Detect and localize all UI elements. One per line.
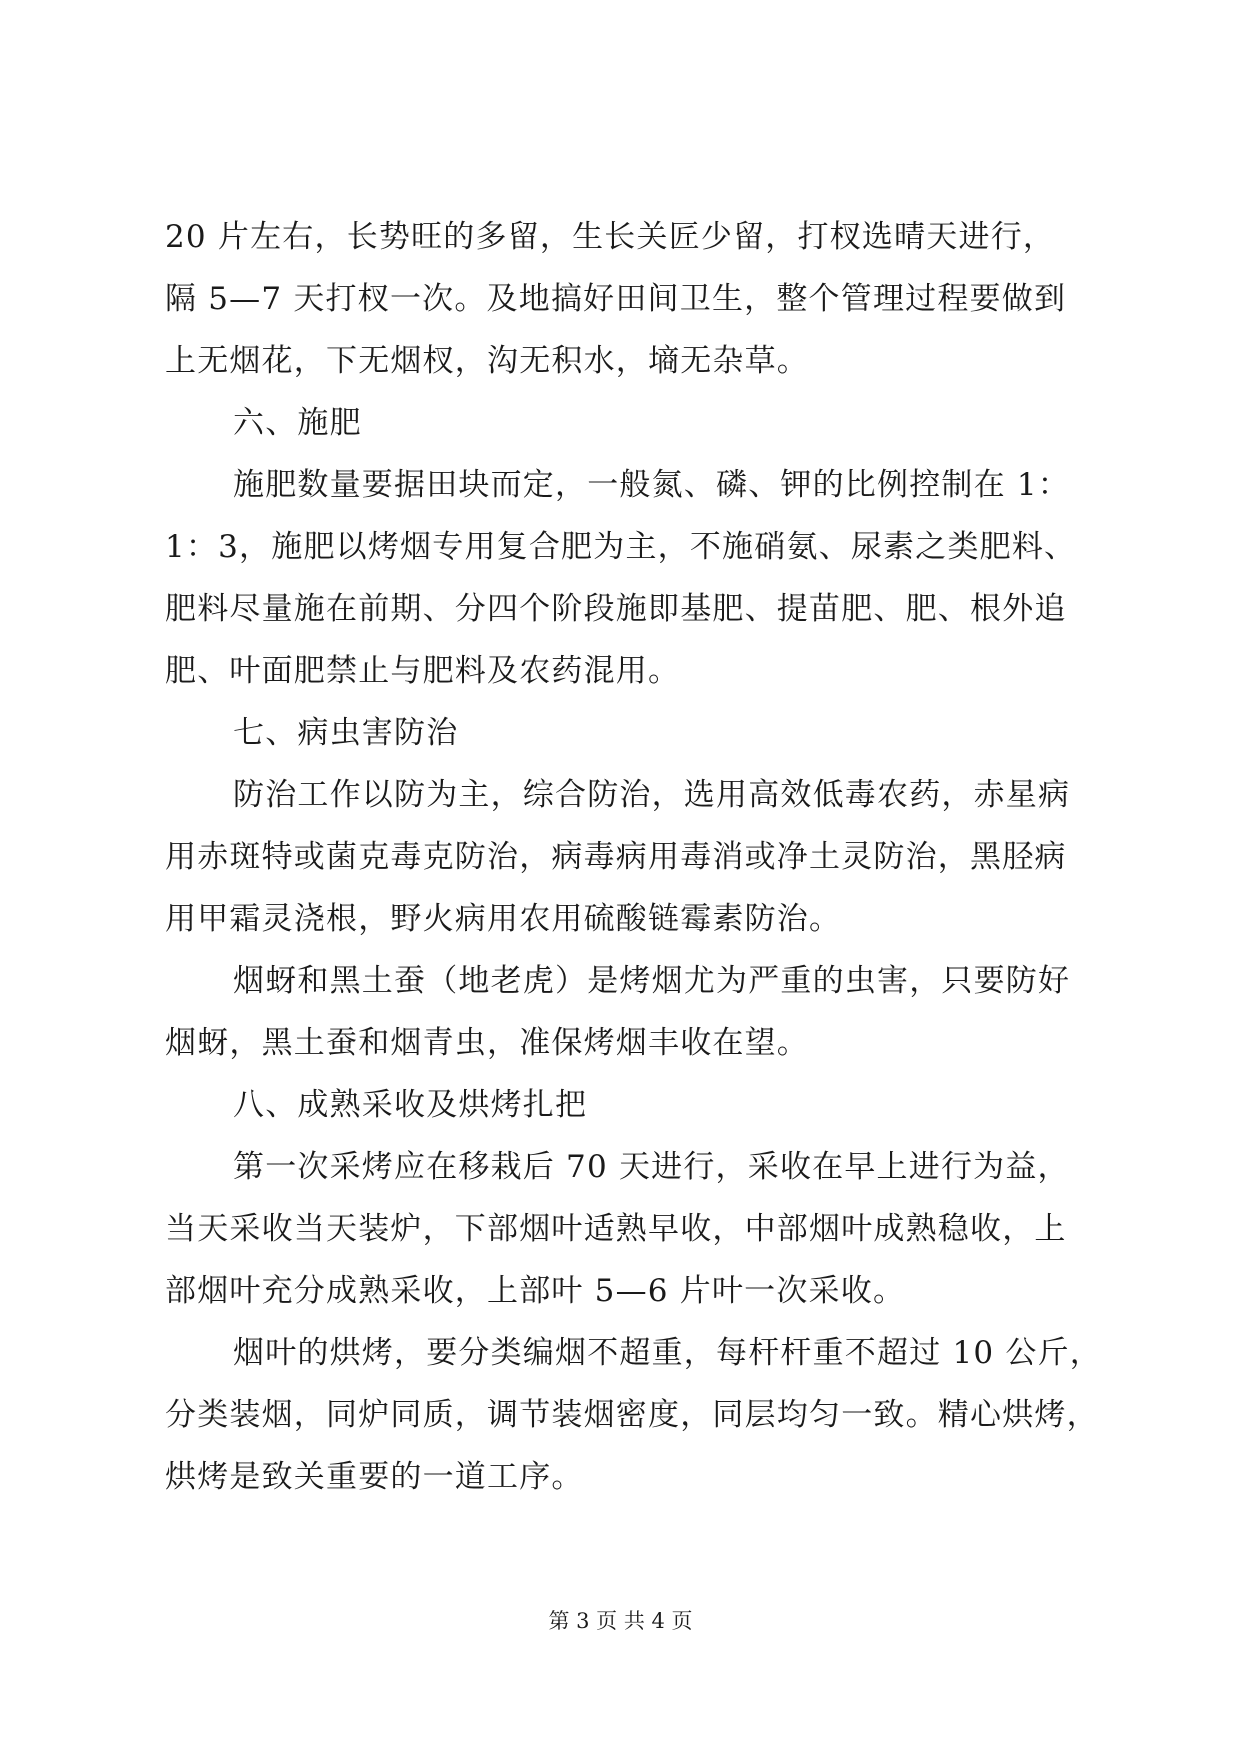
text-line: 20 片左右，长势旺的多留，生长关匠少留，打杈选晴天进行， [165,219,1056,255]
text-line: 用赤斑特或菌克毒克防治，病毒病用毒消或净土灵防治，黑胫病 [165,839,1067,875]
text-line: 分类装烟，同炉同质，调节装烟密度，同层均匀一致。精心烘烤， [165,1397,1099,1433]
text-line: 用甲霜灵浇根，野火病用农用硫酸链霉素防治。 [165,901,842,937]
body-text [165,206,1102,1508]
text-line: 部烟叶充分成熟采收，上部叶 5—6 片叶一次采收。 [165,1273,906,1309]
text-line: 当天采收当天装炉，下部烟叶适熟早收，中部烟叶成熟稳收，上 [165,1211,1067,1247]
text-line: 肥料尽量施在前期、分四个阶段施即基肥、提苗肥、肥、根外追 [165,591,1067,627]
page-number: 第 3 页 共 4 页 [548,1609,693,1633]
text-line: 烘烤是致关重要的一道工序。 [165,1459,584,1495]
text-line: 1：3，施肥以烤烟专用复合肥为主，不施硝氨、尿素之类肥料、 [165,529,1077,565]
page-footer [0,1606,1241,1636]
text-line: 肥、叶面肥禁止与肥料及农药混用。 [165,653,681,689]
section-heading-harvest-curing: 八、成熟采收及烘烤扎把 [233,1087,588,1123]
text-line: 烟蚜和黑土蚕（地老虎）是烤烟尤为严重的虫害，只要防好 [233,963,1071,999]
text-line: 烟蚜，黑土蚕和烟青虫，准保烤烟丰收在望。 [165,1025,809,1061]
text-line: 烟叶的烘烤，要分类编烟不超重，每杆杆重不超过 10 公斤， [233,1335,1102,1371]
section-heading-pest-control: 七、病虫害防治 [233,715,459,751]
text-line: 第一次采烤应在移栽后 70 天进行，采收在早上进行为益， [233,1149,1070,1185]
text-line: 防治工作以防为主，综合防治，选用高效低毒农药，赤星病 [233,777,1071,813]
text-line: 施肥数量要据田块而定，一般氮、磷、钾的比例控制在 1： [233,467,1070,503]
section-heading-fertilizing: 六、施肥 [233,405,362,441]
text-line: 隔 5—7 天打杈一次。及地搞好田间卫生，整个管理过程要做到 [165,281,1067,317]
text-line: 上无烟花，下无烟杈，沟无积水，墒无杂草。 [165,343,809,379]
